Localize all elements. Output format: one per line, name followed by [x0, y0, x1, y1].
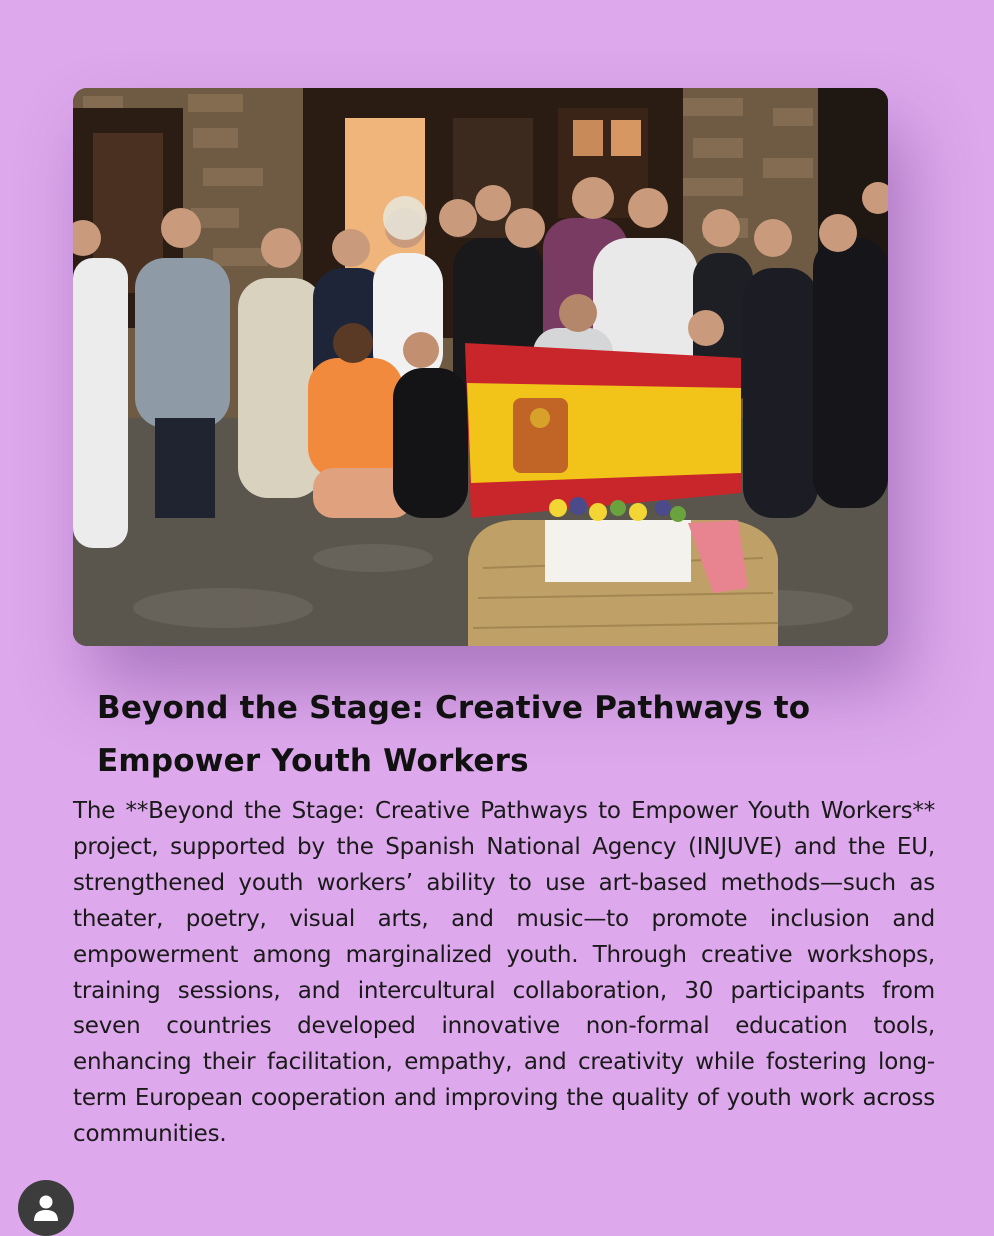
article-description: The **Beyond the Stage: Creative Pathways to Empower Youth Workers** project, supported by the Spanish National Agency (INJUVE) and the EU, strengthened youth workers’ ability to use art-based methods—such as theater, poetry, visual arts, and music—to promote inclusion and empowerment among marginalized youth. Through creative workshops, training sessions, and intercultural collaboration, 30 participants from seven countries developed innovative non-formal education tools, enhancing their facilitation, empathy, and creativity while fostering long-term European cooperation and improving the quality of youth work across communities. [73, 798, 935, 1148]
group-photo-illustration [73, 88, 888, 646]
article-header [73, 682, 915, 788]
group-photo [73, 88, 888, 646]
user-icon [34, 1194, 58, 1222]
article-title: Beyond the Stage: Creative Pathways to Empower Youth Workers [97, 690, 811, 779]
